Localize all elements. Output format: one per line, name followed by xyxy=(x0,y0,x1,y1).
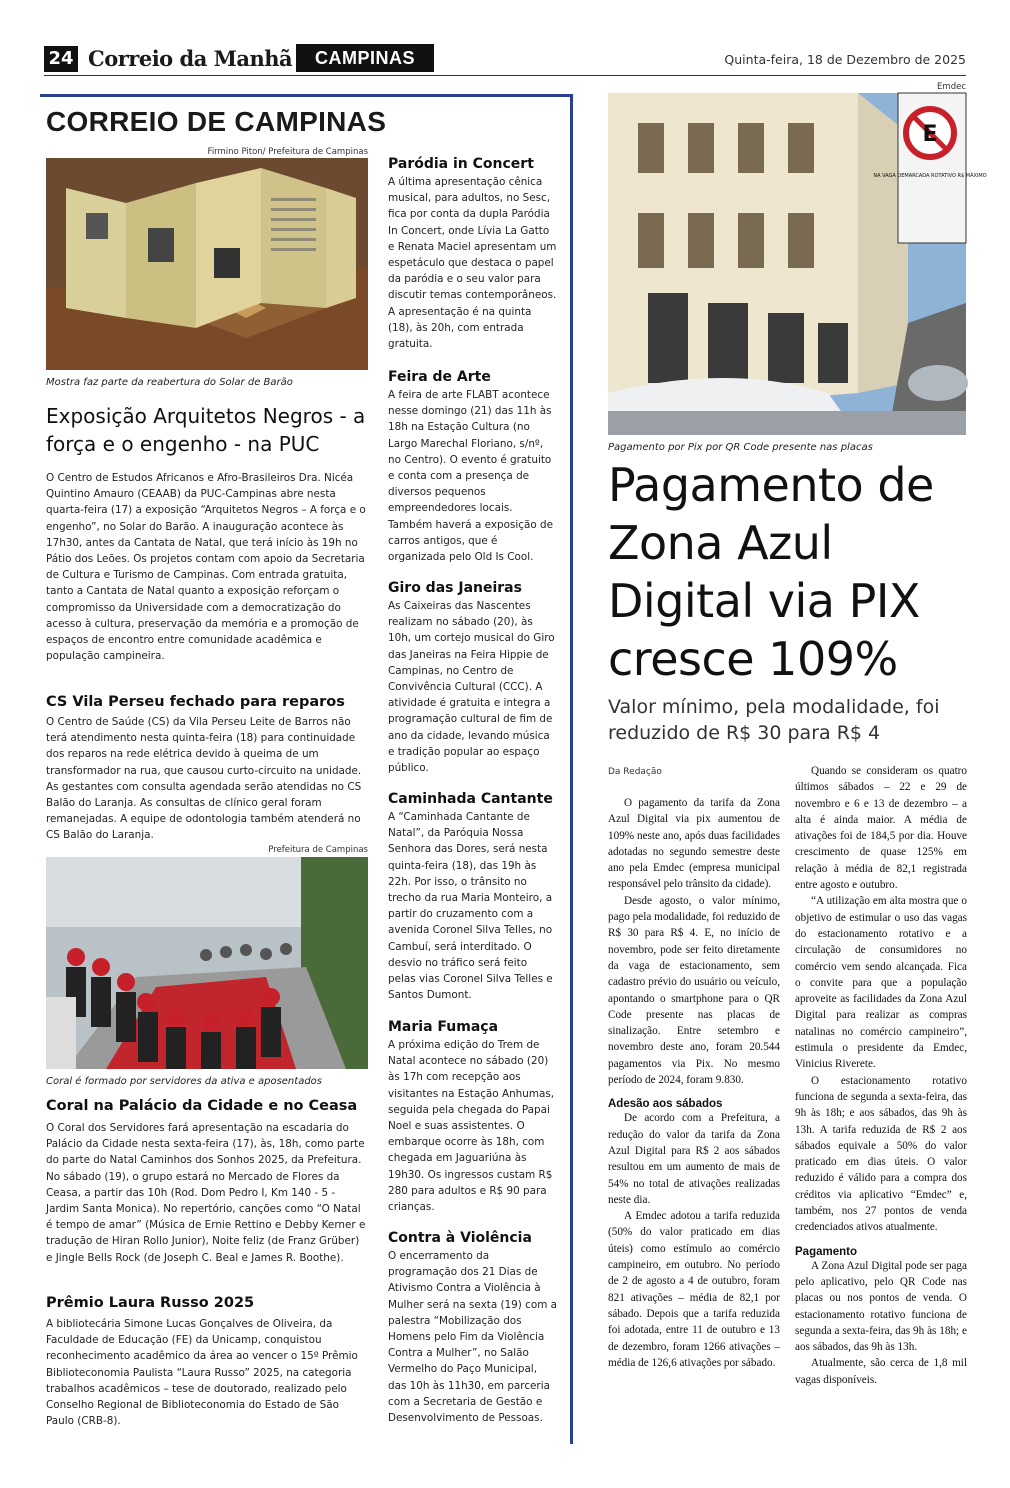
article-subhead: Pagamento xyxy=(795,1245,857,1258)
newspaper-name: Correio da Manhã xyxy=(88,46,293,71)
photo-credit: Emdec xyxy=(937,82,966,92)
choir-photo xyxy=(46,857,368,1069)
section-kicker: CORREIO DE CAMPINAS xyxy=(46,106,387,137)
brief-body: A próxima edição do Trem de Natal acontece no sábado (20) às 17h com recepção aos visitantes na Estação Anhumas, seguida pela chegada do Papai Noel e suas assistentes. O embarque ocorre às 18h, com chegada em Jaguariúna às 19h30. Os ingressos custam R$ 280 para adultos e R$ 90 para crianças. xyxy=(388,1039,555,1214)
sign-text: NA VAGA DEMARCADA ROTATIVO R$ MÁXIMO xyxy=(873,173,987,179)
brief-title: Paródia in Concert xyxy=(388,156,534,172)
brief-title: Feira de Arte xyxy=(388,369,491,385)
story-cs-vila-perseu xyxy=(46,694,368,712)
article-paragraph: Desde agosto, o valor mínimo, pago pela modalidade, foi reduzido de R$ 30 para R$ 4. E, no início de novembro, pode ser feito diretamente da vaga de estacionamento, sem cadastro prévio do usuário ou veículo, apontando o smartphone para o QR Code presente nas placas de sinalização. Entre setembro e novembro deste ano, foram 20.544 pagamentos via Pix. No mesmo período de 2024, foram 9.830. xyxy=(608,894,780,1087)
article-paragraph: A Zona Azul Digital pode ser paga pelo aplicativo, pelo QR Code nas placas ou nos pontos de venda. O estacionamento rotativo funciona de segunda a sexta-feira, das 9h às 18h; e aos sábados, das 9h às 13h. xyxy=(795,1259,967,1354)
brief-body: As Caixeiras das Nascentes realizam no sábado (20), às 10h, um cortejo musical do Giro das Janeiras na Feira Hippie de Campinas, no Centro de Convivência Cultural (CCC). A atividade é gratuita e integra a programação cultural de fim de ano da cidade, levando música e tradição popular ao espaço público. xyxy=(388,600,555,775)
brief-contra-violencia xyxy=(388,1230,558,1426)
article-paragraph: De acordo com a Prefeitura, a redução do valor da tarifa da Zona Azul Digital para R$ 2 aos sábados resultou em um aumento de mais de 54% no total de ativações realizadas neste dia. xyxy=(608,1112,780,1206)
brief-maria-fumaca xyxy=(388,1019,558,1215)
brief-giro xyxy=(388,580,558,776)
story-coral xyxy=(46,1098,368,1116)
header-rule xyxy=(44,75,966,76)
page-number: 24 xyxy=(44,46,78,72)
story-title: CS Vila Perseu fechado para reparos xyxy=(46,694,345,710)
byline: Da Redação xyxy=(608,767,662,777)
photo-caption: Coral é formado por servidores da ativa e aposentados xyxy=(46,1076,322,1087)
brief-body: A última apresentação cênica musical, para adultos, no Sesc, fica por conta da dupla Paródia In Concert, onde Lívia La Gatto e Renata Maciel apresentam um espetáculo que destaca o papel da paródia e o seu valor para discutir temas contemporâneos. A apresentação é na quinta (18), às 20h, com entrada gratuita. xyxy=(388,176,557,351)
article-column-1 xyxy=(608,795,780,1371)
photo-caption: Mostra faz parte da reabertura do Solar de Barão xyxy=(46,377,293,388)
brief-caminhada xyxy=(388,791,558,1003)
brief-title: Caminhada Cantante xyxy=(388,791,553,807)
brief-body: A “Caminhada Cantante de Natal”, da Paróquia Nossa Senhora das Dores, será nesta quinta-feira (18), das 19h às 22h. Por isso, o trânsito no trecho da rua Maria Monteiro, a partir do cruzamento com a avenida Coronel Silva Telles, no Cambuí, será interditado. O desvio no tráfico será feito pelas vias Coronel Silva Telles e Santos Dumont. xyxy=(388,811,553,1002)
article-paragraph: “A utilização em alta mostra que o objetivo de estimular o uso das vagas do estacionamento rotativo e a circulação de consumidores no comércio vem sendo alcançada. Fica o convite para que a população aproveite as facilidades da Zona Azul Digital para realizar as compras natalinas no comércio campineiro”, estimula o presidente da Emdec, Vinicius Riverete. xyxy=(795,895,967,1071)
brief-title: Contra à Violência xyxy=(388,1230,532,1246)
article-column-2 xyxy=(795,763,967,1388)
story-title: Prêmio Laura Russo 2025 xyxy=(46,1295,255,1311)
story-exposicao xyxy=(46,402,368,458)
brief-parodia xyxy=(388,156,558,352)
story-title: Coral na Palácio da Cidade e no Ceasa xyxy=(46,1098,358,1114)
brief-title: Maria Fumaça xyxy=(388,1019,499,1035)
page-header xyxy=(0,0,1010,80)
issue-date: Quinta-feira, 18 de Dezembro de 2025 xyxy=(724,52,966,67)
story-title: Exposição Arquitetos Negros - a força e o engenho - na PUC xyxy=(46,404,366,456)
story-premio xyxy=(46,1295,368,1313)
main-deck: Valor mínimo, pela modalidade, foi reduzido de R$ 30 para R$ 4 xyxy=(608,696,940,744)
story-body: O Centro de Saúde (CS) da Vila Perseu Leite de Barros não terá atendimento nesta quinta-feira (18) para continuidade dos reparos na rede elétrica devido à queima de um transformador na rua, que causou curto-circuito na unidade. As gestantes com consulta agendada serão atendidas no CS Balão do Laranja. As consultas de clínico geral foram remanejadas. A equipe de odontologia também atenderá no CS Balão do Laranja. xyxy=(46,716,362,842)
zona-azul-street-photo xyxy=(608,93,987,435)
main-headline: Pagamento de Zona Azul Digital via PIX cresce 109% xyxy=(608,458,934,686)
svg-text:E: E xyxy=(922,122,938,147)
article-paragraph: O estacionamento rotativo funciona de segunda a sexta-feira, das 9h às 18h; e aos sábados, das 9h às 13h. A tarifa reduzida de R$ 2 aos sábados equivale a 50% do valor praticado em dias úteis. O valor reduzido é válido para a compra dos créditos via aplicativo “Emdec” e, também, nos 27 pontos de venda credenciados ativos atualmente. xyxy=(795,1074,967,1234)
story-body: A bibliotecária Simone Lucas Gonçalves de Oliveira, da Faculdade de Educação (FE) da Unicamp, conquistou reconhecimento acadêmico da área ao vencer o 15º Prêmio Biblioteconomia Paulista “Laura Russo” 2025, na categoria trabalhos acadêmicos – tese de doutorado, realizado pelo Conselho Regional de Biblioteconomia do Estado de São Paulo (CRB-8). xyxy=(46,1318,358,1428)
brief-title: Giro das Janeiras xyxy=(388,580,522,596)
article-paragraph: Atualmente, são cerca de 1,8 mil vagas disponíveis. xyxy=(795,1357,967,1386)
article-paragraph: O pagamento da tarifa da Zona Azul Digital via pix aumentou de 109% neste ano, após duas facilidades adotadas no segundo semestre deste ano pela Emdec (empresa municipal responsável pelo trânsito da cidade). xyxy=(608,797,780,891)
photo-credit: Firmino Piton/ Prefeitura de Campinas xyxy=(207,147,368,157)
photo-caption: Pagamento por Pix por QR Code presente nas placas xyxy=(608,442,873,453)
brief-body: O encerramento da programação dos 21 Dias de Ativismo Contra a Violência à Mulher será na sexta (19) com a palestra “Mobilização dos Homens pelo Fim da Violência Contra a Mulher”, no Salão Vermelho do Paço Municipal, das 10h às 11h30, em parceria com a Secretaria de Gestão e Desenvolvimento de Pessoas. xyxy=(388,1250,558,1425)
article-subhead: Adesão aos sábados xyxy=(608,1098,723,1111)
article-paragraph: A Emdec adotou a tarifa reduzida (50% do valor praticado em dias úteis) como estímulo ao comércio campineiro, em outubro. No período de 2 de agosto a 4 de outubro, foram 821 ativações – média de 82,1 por sábado. Depois que a tarifa reduzida foi adotada, entre 11 de outubro e 13 de dezembro, foram 1266 ativações – média de 126,6 ativações por sábado. xyxy=(608,1210,780,1369)
article-paragraph: Quando se consideram os quatro últimos sábados – 22 e 29 de novembro e 6 e 13 de dezembro – a alta é ainda maior. A média de ativações foi de 184,5 por dia. Houve crescimento de quase 125% em relação à média de 82,1 registrada entre agosto e outubro. xyxy=(795,765,967,892)
story-body: O Centro de Estudos Africanos e Afro-Brasileiros Dra. Nicéa Quintino Amauro (CEAAB) da PUC-Campinas abre nesta quarta-feira (17) a exposição “Arquitetos Negros – A força e o engenho”, no Solar do Barão. A inauguração acontece às 17h30, antes da Cantata de Natal, que terá início às 19h no Pátio dos Leões. Os projetos contam com apoio da Secretaria de Cultura e Turismo de Campinas. Com entrada gratuita, tanto a Cantata de Natal quanto a exposição reforçam o compromisso da Universidade com a democratização do acesso à cultura, preservação da memória e a promoção de espaços de encontro entre comunidade acadêmica e população campineira. xyxy=(46,472,366,663)
photo-credit: Prefeitura de Campinas xyxy=(268,845,368,855)
brief-body: A feira de arte FLABT acontece nesse domingo (21) das 11h às 18h na Estação Cultura (no Largo Marechal Floriano, s/nº, no Centro). O evento é gratuito e conta com a presença de diversos pequenos empreendedores locais. Também haverá a exposição de carros antigos, que é organizada pelo Old Is Cool. xyxy=(388,389,553,564)
brief-feira xyxy=(388,369,558,565)
exhibition-photo xyxy=(46,158,368,370)
story-body: O Coral dos Servidores fará apresentação na escadaria do Palácio da Cidade nesta sexta-feira (17), às, 18h, como parte do parte do Natal Caminhos dos Sonhos 2025, da Prefeitura. No sábado (19), o grupo estará no Mercado de Flores da Ceasa, a partir das 10h (Rod. Dom Pedro I, Km 140 - 5 - Jardim Santa Monica). No repertório, canções como “O Natal é tempo de amar” (Música de Ernie Rettino e Debby Kerner e tradução de Hiran Rollo Junior), Noite feliz (de Franz Grüber) e Jingle Bells Rock (de Joseph C. Beal e James R. Boothe). xyxy=(46,1122,366,1264)
section-label: CAMPINAS xyxy=(296,44,434,72)
